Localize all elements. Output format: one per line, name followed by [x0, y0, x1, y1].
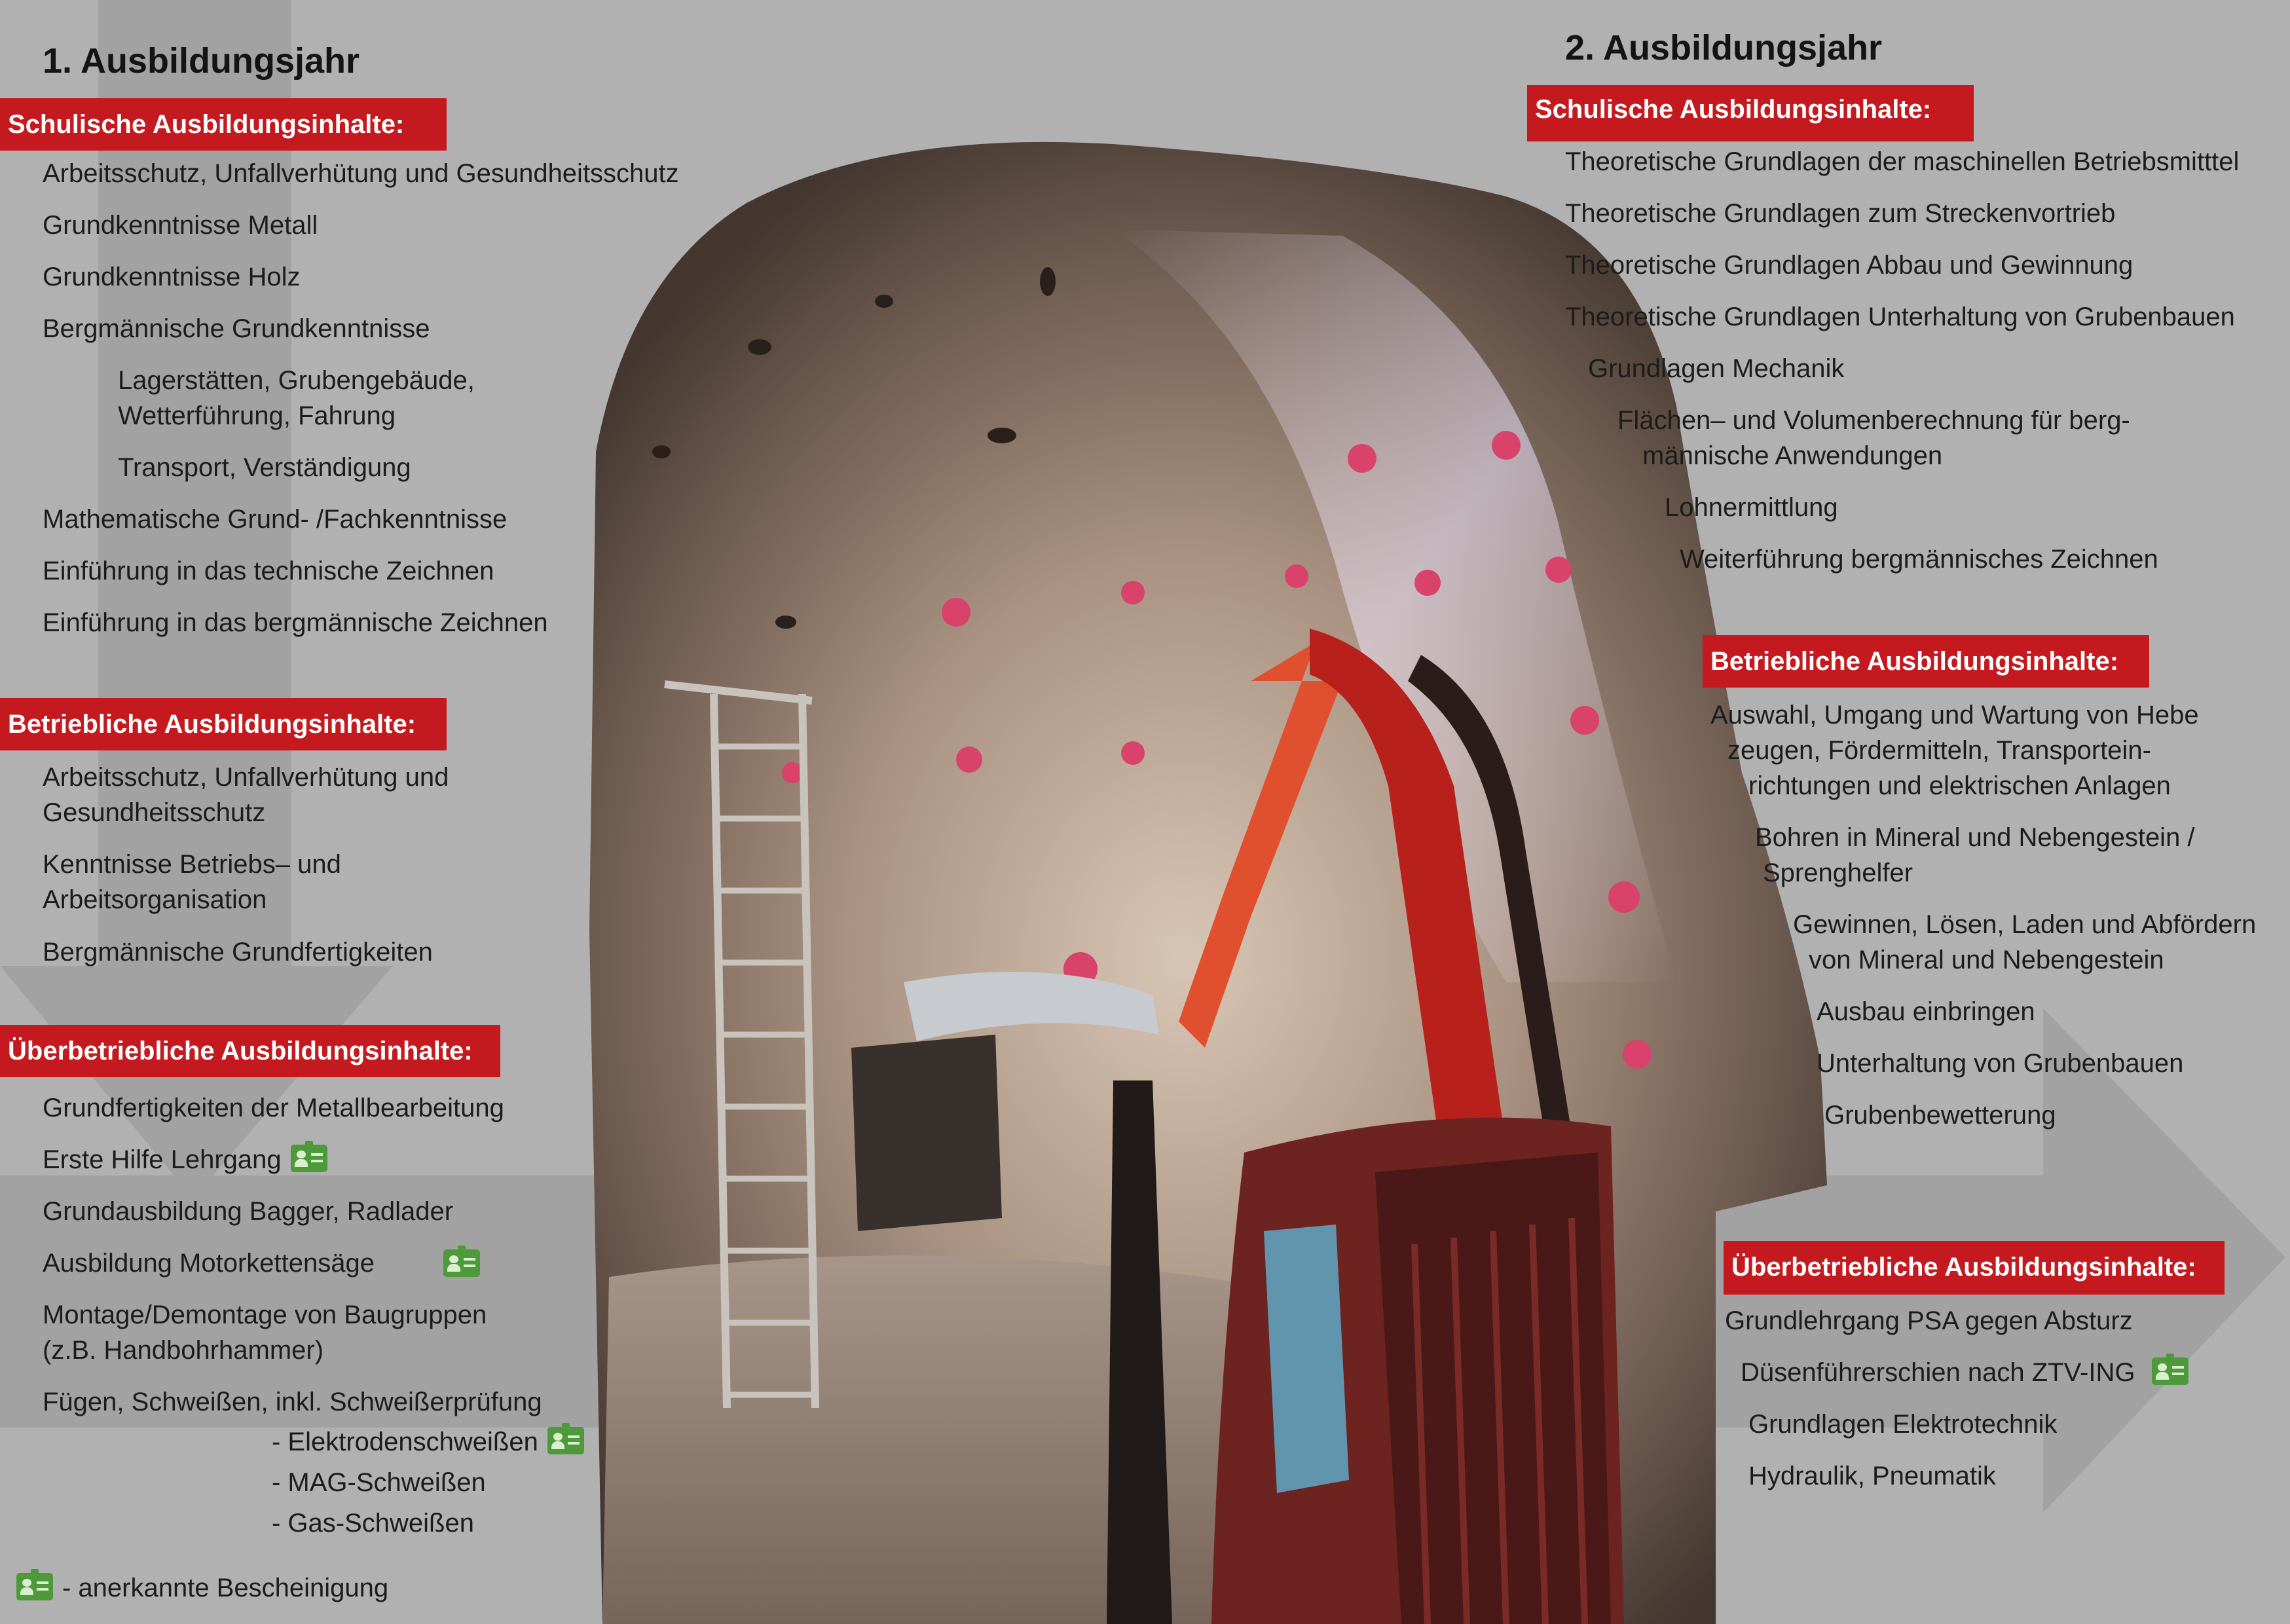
list-item: Grundkenntnisse Holz [43, 263, 301, 291]
list-item: Flächen– und Volumenberechnung für berg- [1617, 406, 2130, 435]
list-item: Theoretische Grundlagen der maschinellen Betriebsmitttel [1565, 147, 2240, 176]
list-item: Lagerstätten, Grubengebäude, [118, 366, 475, 395]
list-item: (z.B. Handbohrhammer) [43, 1336, 324, 1365]
list-item: Grundfertigkeiten der Metallbearbeitung [43, 1094, 504, 1122]
list-item: Theoretische Grundlagen zum Streckenvortrieb [1565, 199, 2116, 228]
list-item: richtungen und elektrischen Anlagen [1748, 771, 2171, 800]
list-item: Arbeitsschutz, Unfallverhütung und [43, 763, 449, 792]
list-item: Einführung in das technische Zeichnen [43, 557, 494, 585]
list-item: Grundausbildung Bagger, Radlader [43, 1197, 454, 1226]
certificate-badge-icon [547, 1427, 584, 1454]
list-item: Grundlagen Mechanik [1588, 354, 1845, 383]
list-item: Unterhaltung von Grubenbauen [1817, 1049, 2184, 1078]
list-item: Grundkenntnisse Metall [43, 211, 318, 240]
year1-betrieblich-heading: Betriebliche Ausbildungsinhalte: [0, 698, 447, 750]
list-item: Grundlagen Elektrotechnik [1748, 1410, 2058, 1439]
list-item: Lohnermittlung [1665, 493, 1838, 522]
list-item: - MAG-Schweißen [272, 1468, 486, 1497]
list-item: von Mineral und Nebengestein [1809, 946, 2164, 974]
list-item: zeugen, Fördermitteln, Transportein- [1727, 736, 2151, 765]
certificate-badge-icon [291, 1145, 327, 1172]
list-item: Grundlehrgang PSA gegen Absturz [1725, 1306, 2133, 1335]
list-item: Ausbau einbringen [1817, 997, 2035, 1026]
list-item: Kenntnisse Betriebs– und [43, 850, 341, 879]
list-item: Einführung in das bergmännische Zeichnen [43, 608, 548, 637]
certificate-badge-icon [16, 1573, 53, 1600]
list-item: Transport, Verständigung [118, 453, 411, 482]
list-item: Bergmännische Grundkenntnisse [43, 314, 430, 343]
list-item: Grubenbewetterung [1824, 1101, 2056, 1130]
list-item: Arbeitsschutz, Unfallverhütung und Gesundheitsschutz [43, 159, 679, 188]
year1-ueberbetrieblich-heading: Überbetriebliche Ausbildungsinhalte: [0, 1025, 500, 1077]
certificate-badge-icon [443, 1249, 480, 1277]
list-item: - Gas-Schweißen [272, 1509, 474, 1538]
year1-schulisch-heading: Schulische Ausbildungsinhalte: [0, 98, 447, 151]
list-item: Gesundheitsschutz [43, 798, 266, 827]
list-item: Weiterführung bergmännisches Zeichnen [1680, 545, 2158, 574]
list-item: Montage/Demontage von Baugruppen [43, 1301, 487, 1329]
year2-title: 2. Ausbildungsjahr [1565, 28, 1883, 67]
legend [16, 1570, 388, 1606]
list-item: Theoretische Grundlagen Unterhaltung von Grubenbauen [1565, 303, 2235, 331]
list-item: Theoretische Grundlagen Abbau und Gewinnung [1565, 251, 2133, 280]
list-item: Mathematische Grund- /Fachkenntnisse [43, 505, 508, 534]
year1-title: 1. Ausbildungsjahr [43, 41, 360, 81]
list-item [1741, 1355, 2188, 1391]
list-item: Gewinnen, Lösen, Laden und Abfördern [1793, 910, 2257, 939]
year2-schulisch-heading: Schulische Ausbildungsinhalte: [1527, 85, 1974, 141]
legend-text: - anerkannte Bescheinigung [62, 1574, 389, 1602]
list-item: Bergmännische Grundfertigkeiten [43, 938, 433, 967]
list-item-label: Erste Hilfe Lehrgang [43, 1145, 282, 1174]
list-item: Ausbildung Motorkettensäge [43, 1249, 375, 1278]
list-item-label: Düsenführerschien nach ZTV-ING [1741, 1358, 2135, 1387]
list-item: Hydraulik, Pneumatik [1748, 1462, 1996, 1490]
list-item [272, 1424, 584, 1460]
list-item: Bohren in Mineral und Nebengestein / [1755, 823, 2195, 852]
list-item: Sprenghelfer [1763, 858, 1913, 887]
year2-ueberbetrieblich-heading: Überbetriebliche Ausbildungsinhalte: [1724, 1241, 2225, 1295]
list-item: Arbeitsorganisation [43, 885, 267, 914]
list-item: männische Anwendungen [1642, 441, 1943, 470]
year2-betrieblich-heading: Betriebliche Ausbildungsinhalte: [1703, 635, 2149, 688]
list-item: Fügen, Schweißen, inkl. Schweißerprüfung [43, 1388, 542, 1416]
list-item-label: - Elektrodenschweißen [272, 1428, 538, 1456]
certificate-badge-icon [2152, 1357, 2188, 1385]
list-item [43, 1142, 327, 1178]
list-item: Wetterführung, Fahrung [118, 401, 396, 430]
list-item: Auswahl, Umgang und Wartung von Hebe [1710, 701, 2199, 729]
